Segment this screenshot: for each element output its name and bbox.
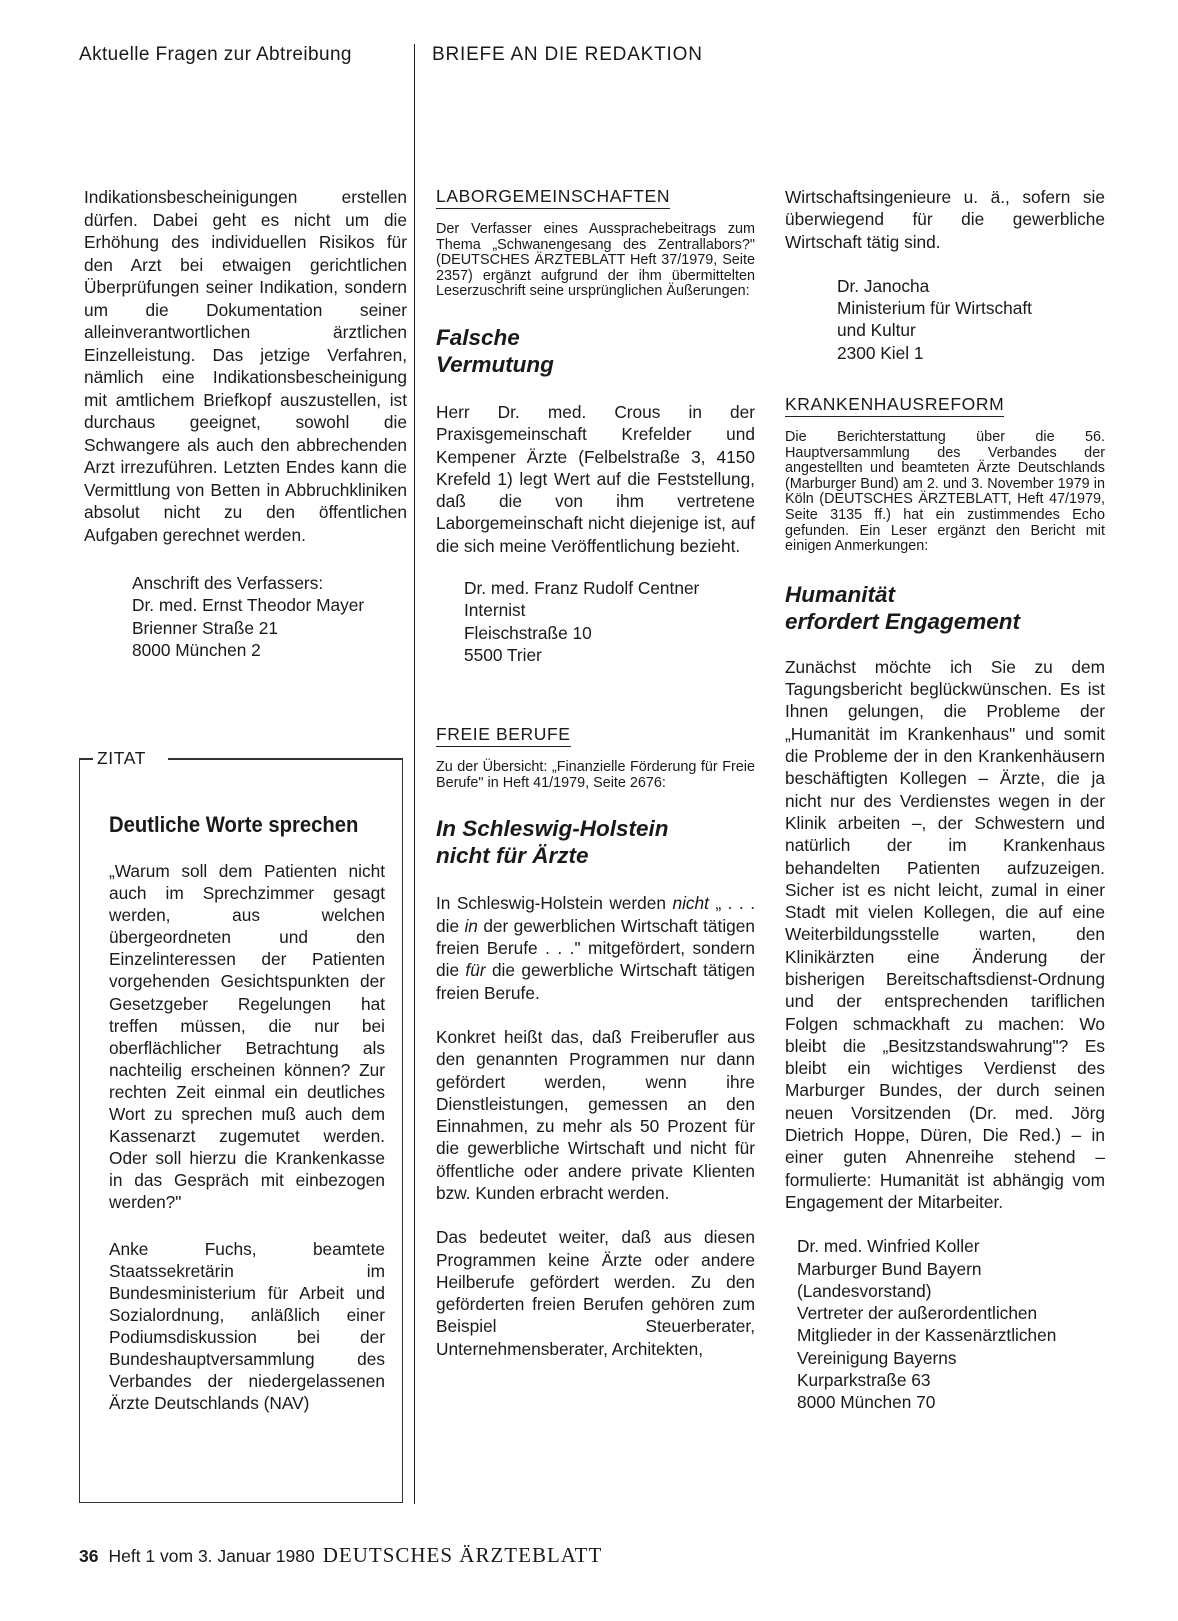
letter-intro: Zu der Übersicht: „Finanzielle Förderung für Freie Berufe" in Heft 41/1979, Seite 2676: <box>436 759 755 791</box>
address-line: Anschrift des Verfassers: <box>132 573 324 593</box>
letter-headline: In Schleswig-Holstein nicht für Ärzte <box>436 816 669 869</box>
address-line: 8000 München 2 <box>132 639 261 660</box>
signature-line: Vereinigung Bayerns <box>797 1347 957 1368</box>
address-line: Dr. med. Ernst Theodor Mayer <box>132 595 365 616</box>
running-head-left: Aktuelle Fragen zur Abtreibung <box>79 44 352 65</box>
signature-line: Ministerium für Wirtschaft <box>837 298 1032 319</box>
signature-line: Marburger Bund Bayern <box>797 1258 982 1279</box>
signature-line: und Kultur <box>837 320 916 341</box>
letter-body: Wirtschaftsingenieure u. ä., sofern sie überwiegend für die gewerbliche Wirtschaft tätig sind. <box>785 187 1105 252</box>
signature-line: Dr. med. Winfried Koller <box>797 1236 980 1257</box>
quote-source: Anke Fuchs, beamtete Staatssekretärin im Bundesministerium für Arbeit und Sozialordnung, anläßlich einer Podiumsdiskussion bei der Bundeshauptversammlung des Verbandes der niedergelassenen Ärzte Deutschlands (NAV) <box>109 1238 385 1414</box>
address-line: Brienner Straße 21 <box>132 617 279 638</box>
signature-line: Fleischstraße 10 <box>464 622 592 643</box>
signature-line: 5500 Trier <box>464 644 542 665</box>
section-heading: FREIE BERUFE <box>436 724 571 747</box>
page-footer <box>79 1543 602 1568</box>
letter-headline: Falsche Vermutung <box>436 324 554 377</box>
column-2 <box>436 186 755 1360</box>
signature-line: 8000 München 70 <box>797 1392 936 1413</box>
page-number: 36 <box>79 1546 99 1566</box>
quote-box-title: Deutliche Worte sprechen <box>109 812 359 837</box>
column-3 <box>785 186 1105 1414</box>
issue-info: Heft 1 vom 3. Januar 1980 <box>108 1546 315 1566</box>
letter-signature <box>436 577 755 666</box>
quote-box-top-border <box>168 758 403 760</box>
signature-line: Vertreter der außerordentlichen <box>797 1303 1038 1324</box>
quote-box-top-border <box>79 758 93 760</box>
letter-body: Herr Dr. med. Crous in der Praxisgemeinschaft Krefelder und Kempener Ärzte (Felbelstraße 3, 4150 Krefeld 1) legt Wert auf die Feststellung, daß die von ihm vertretene Laborgemeinschaft nicht diejenige ist, auf die sich meine Veröffentlichung bezieht. <box>436 401 755 556</box>
signature-line: Internist <box>464 600 526 621</box>
letter-body: Zunächst möchte ich Sie zu dem Tagungsbericht beglückwünschen. Es ist Ihnen gelungen, die Probleme der „Humanität im Krankenhaus" und somit die Probleme der in den Krankenhäusern beschäftigten Kollegen – Ärzte, die ja nicht nur des Verdienstes wegen in der Klinik arbeiten –, der Schwestern und natürlich der im Krankenhaus behandelten Patienten aufzuzeigen. Sicher ist es nicht leicht, zumal in einer Stadt mit vielen Kollegen, die auf eine Weiterbildungsstelle warten, den Klinikärzten eine Änderung der bisherigen Bereitschaftsdienst-Ordnung und der entsprechenden tariflichen Folgen schmackhaft zu machen: Wo bleibt die „Besitzstandswahrung"? Es bleibt ein wichtiges Verdienst des Marburger Bundes, der durch seinen neuen Vorsitzenden (Dr. med. Jörg Dietrich Hoppe, Düren, Die Red.) – in einer guten Ahnenreihe stehend – formulierte: Humanität ist abhängig vom Engagement der Mitarbeiter. <box>785 656 1105 1212</box>
quote-box-label: ZITAT <box>97 748 147 768</box>
signature-line: 2300 Kiel 1 <box>837 342 924 363</box>
signature-line: Kurparkstraße 63 <box>797 1370 931 1391</box>
column-1 <box>84 186 407 661</box>
signature-line: Mitglieder in der Kassenärztlichen <box>797 1325 1057 1346</box>
letter-intro: Der Verfasser eines Aussprachebeitrags zum Thema „Schwanengesang des Zentrallabors?" (DEUTSCHES ÄRZTEBLATT Heft 37/1979, Seite 2357) ergänzt aufgrund der ihm übermittelten Leserzuschrift seine ursprünglichen Äußerungen: <box>436 221 755 300</box>
signature-line: (Landesvorstand) <box>797 1280 932 1301</box>
signature-line: Dr. med. Franz Rudolf Centner <box>464 578 700 599</box>
section-heading: KRANKENHAUSREFORM <box>785 394 1004 417</box>
letter-intro: Die Berichterstattung über die 56. Hauptversammlung des Verbandes der angestellten und beamteten Ärzte Deutschlands (Marburger Bund) am 2. und 3. November 1979 in Köln (DEUTSCHES ÄRZTEBLATT, Heft 47/1979, Seite 3135 ff.) hat ein zustimmendes Echo gefunden. Ein Leser ergänzt den Bericht mit einigen Anmerkungen: <box>785 429 1105 555</box>
column-rule <box>414 44 415 1504</box>
signature-line: Dr. Janocha <box>837 275 930 296</box>
letter-body: In Schleswig-Holstein werden nicht „ . . . die in der gewerblichen Wirtschaft tätigen freien Berufe . . ." mitgefördert, sondern die für die gewerbliche Wirtschaft tätigen freien Berufe. <box>436 893 755 1003</box>
quote-text: „Warum soll dem Patienten nicht auch im Sprechzimmer gesagt werden, aus welchen übergeordneten und den Einzelinteressen der Patienten vorgehenden Gesichtspunkten der Gesetzgeber Regelungen hat treffen müssen, die nur bei oberflächlicher Betrachtung als nachteilig erscheinen können? Zur rechten Zeit einmal ein deutliches Wort zu sprechen muß auch dem Kassenarzt zugemutet werden. Oder soll hierzu die Krankenkasse in das Gespräch mit einbezogen werden?" <box>109 861 385 1213</box>
letter-body: Konkret heißt das, daß Freiberufler aus den genannten Programmen nur dann gefördert werden, wenn ihre Dienstleistungen, gemessen an den Einnahmen, zu mehr als 50 Prozent für die gewerbliche Wirtschaft und nicht für öffentliche oder andere private Klienten bzw. Kunden erbracht werden. <box>436 1026 755 1203</box>
section-heading: LABORGEMEINSCHAFTEN <box>436 186 670 209</box>
running-head-right: BRIEFE AN DIE REDAKTION <box>432 44 703 65</box>
author-address <box>84 572 407 661</box>
letter-headline: Humanität erfordert Engagement <box>785 581 1021 634</box>
letter-body: Das bedeutet weiter, daß aus diesen Programmen keine Ärzte oder andere Heilberufe gefördert werden. Zu den geförderten freien Berufen gehören zum Beispiel Steuerberater, Unternehmensberater, Architekten, <box>436 1227 755 1359</box>
quote-box-content <box>109 860 385 1414</box>
letter-signature <box>785 275 1105 364</box>
magazine-name: DEUTSCHES ÄRZTEBLATT <box>322 1543 603 1567</box>
article-continuation: Indikationsbescheinigungen erstellen dürfen. Dabei geht es nicht um die Erhöhung des individuellen Risikos für den Arzt bei etwaigen gerichtlichen Überprüfungen seiner Indikation, sondern um die Dokumentation seiner alleinverantwortlichen ärztlichen Einzelleistung. Das jetzige Verfahren, nämlich eine Indikationsbescheinigung mit amtlichem Briefkopf auszustellen, ist durchaus geeignet, sowohl die Schwangere als auch den abbrechenden Arzt irrezuführen. Letzten Endes kann die Vermittlung von Betten in Abbruchkliniken absolut nicht zu den öffentlichen Aufgaben gerechnet werden. <box>84 187 407 545</box>
letter-signature <box>785 1235 1105 1413</box>
